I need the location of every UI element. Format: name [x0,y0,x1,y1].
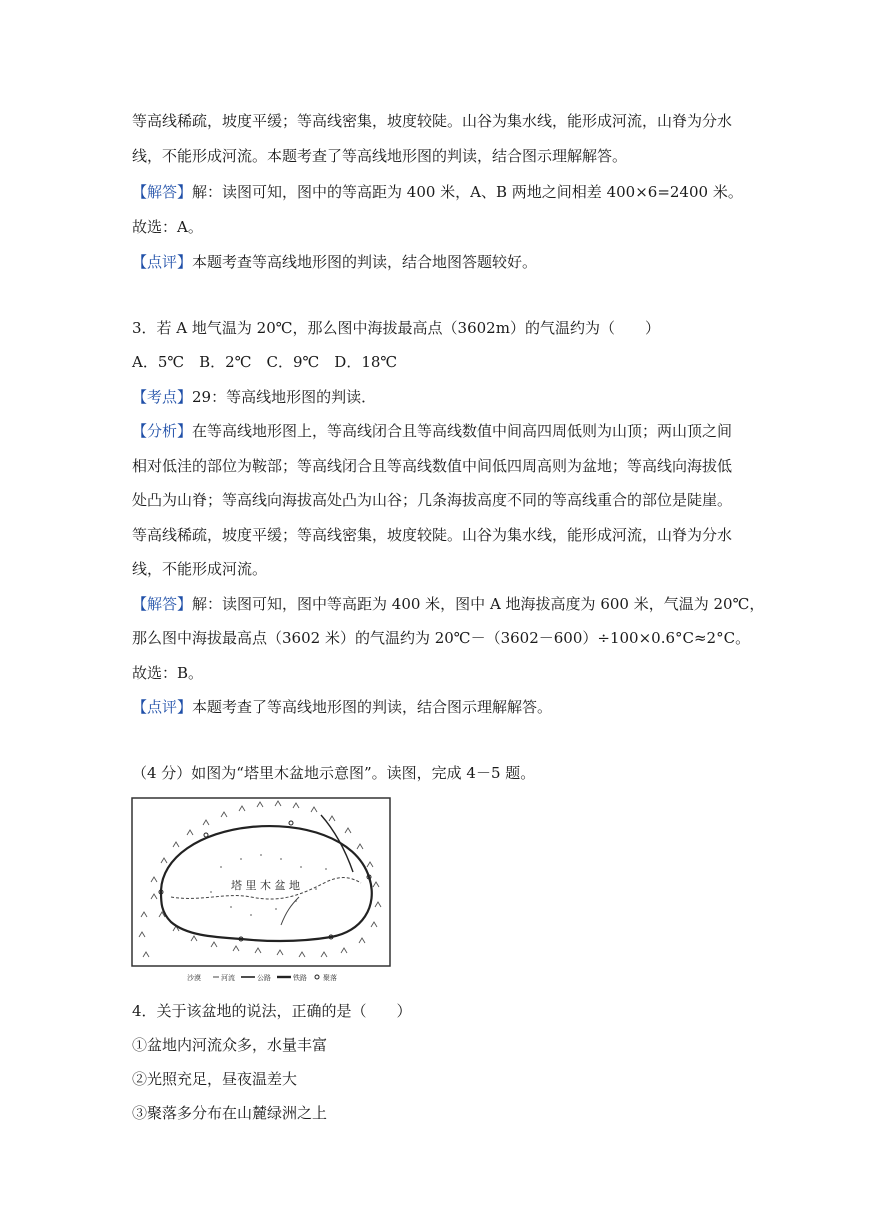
comment-text: 本题考查了等高线地形图的判读，结合图示理解解答。 [192,698,553,716]
point-text: 29：等高线地形图的判读． [192,388,377,406]
answer-tag: 【解答】 [132,183,193,201]
point-tag: 【考点】 [132,388,193,406]
question-3: 3．若 A 地气温为 20℃，那么图中海拔最高点（3602m）的气温约为（ ） [132,319,660,337]
choice-line: 故选：B。 [132,664,204,682]
map-legend [187,973,337,982]
answer-text: 解：读图可知，图中的等高距为 400 米，A、B 两地之间相差 400×6=2400 米。 [192,183,743,201]
choice-line: 故选：A。 [132,218,203,236]
answer-line [132,594,764,614]
analysis-line: 等高线稀疏，坡度平缓；等高线密集，坡度较陡。山谷为集水线，能形成河流，山脊为分水 [132,526,733,544]
legend-railway: 铁路 [293,974,307,982]
text-line: 等高线稀疏，坡度平缓；等高线密集，坡度较陡。山谷为集水线，能形成河流，山脊为分水 [132,112,733,130]
analysis-tag: 【分析】 [132,422,193,440]
intro-line: （4 分）如图为“塔里木盆地示意图”。读图，完成 4－5 题。 [132,764,536,782]
map-basin-label: 塔 里 木 盆 地 [231,879,300,892]
comment-text: 本题考查等高线地形图的判读，结合地图答题较好。 [192,253,538,271]
analysis-line: 线，不能形成河流。 [132,560,268,578]
tarim-basin-map [131,797,391,987]
comment-tag: 【点评】 [132,698,193,716]
question-3-options: A．5℃ B．2℃ C．9℃ D．18℃ [132,353,398,371]
answer-line [132,182,743,202]
analysis-line: 处凸为山脊；等高线向海拔高处凸为山谷；几条海拔高度不同的等高线重合的部位是陡崖。 [132,491,733,509]
answer-tag: 【解答】 [132,595,193,613]
option-item: ③聚落多分布在山麓绿洲之上 [132,1104,328,1122]
comment-line [132,697,552,717]
legend-road: 公路 [257,974,271,982]
option-item: ②光照充足，昼夜温差大 [132,1070,298,1088]
point-line [132,387,376,407]
analysis-line [132,421,732,441]
comment-tag: 【点评】 [132,253,193,271]
option-item: ①盆地内河流众多，水量丰富 [132,1036,328,1054]
analysis-text: 在等高线地形图上，等高线闭合且等高线数值中间高四周低则为山顶；两山顶之间 [192,422,733,440]
comment-line [132,252,537,272]
answer-text: 解：读图可知，图中等高距为 400 米，图中 A 地海拔高度为 600 米，气温为 20℃， [192,595,765,613]
legend-desert: 沙漠 [187,974,201,982]
analysis-line: 相对低洼的部位为鞍部；等高线闭合且等高线数值中间低四周高则为盆地；等高线向海拔低 [132,457,733,475]
legend-river: 河流 [221,974,235,982]
question-4: 4．关于该盆地的说法，正确的是（ ） [132,1002,412,1020]
answer-line: 那么图中海拔最高点（3602 米）的气温约为 20℃－（3602－600）÷100×0.6°C≈2°C。 [132,629,751,647]
text-line: 线，不能形成河流。本题考查了等高线地形图的判读，结合图示理解解答。 [132,147,628,165]
legend-settlement: 聚落 [323,974,337,982]
